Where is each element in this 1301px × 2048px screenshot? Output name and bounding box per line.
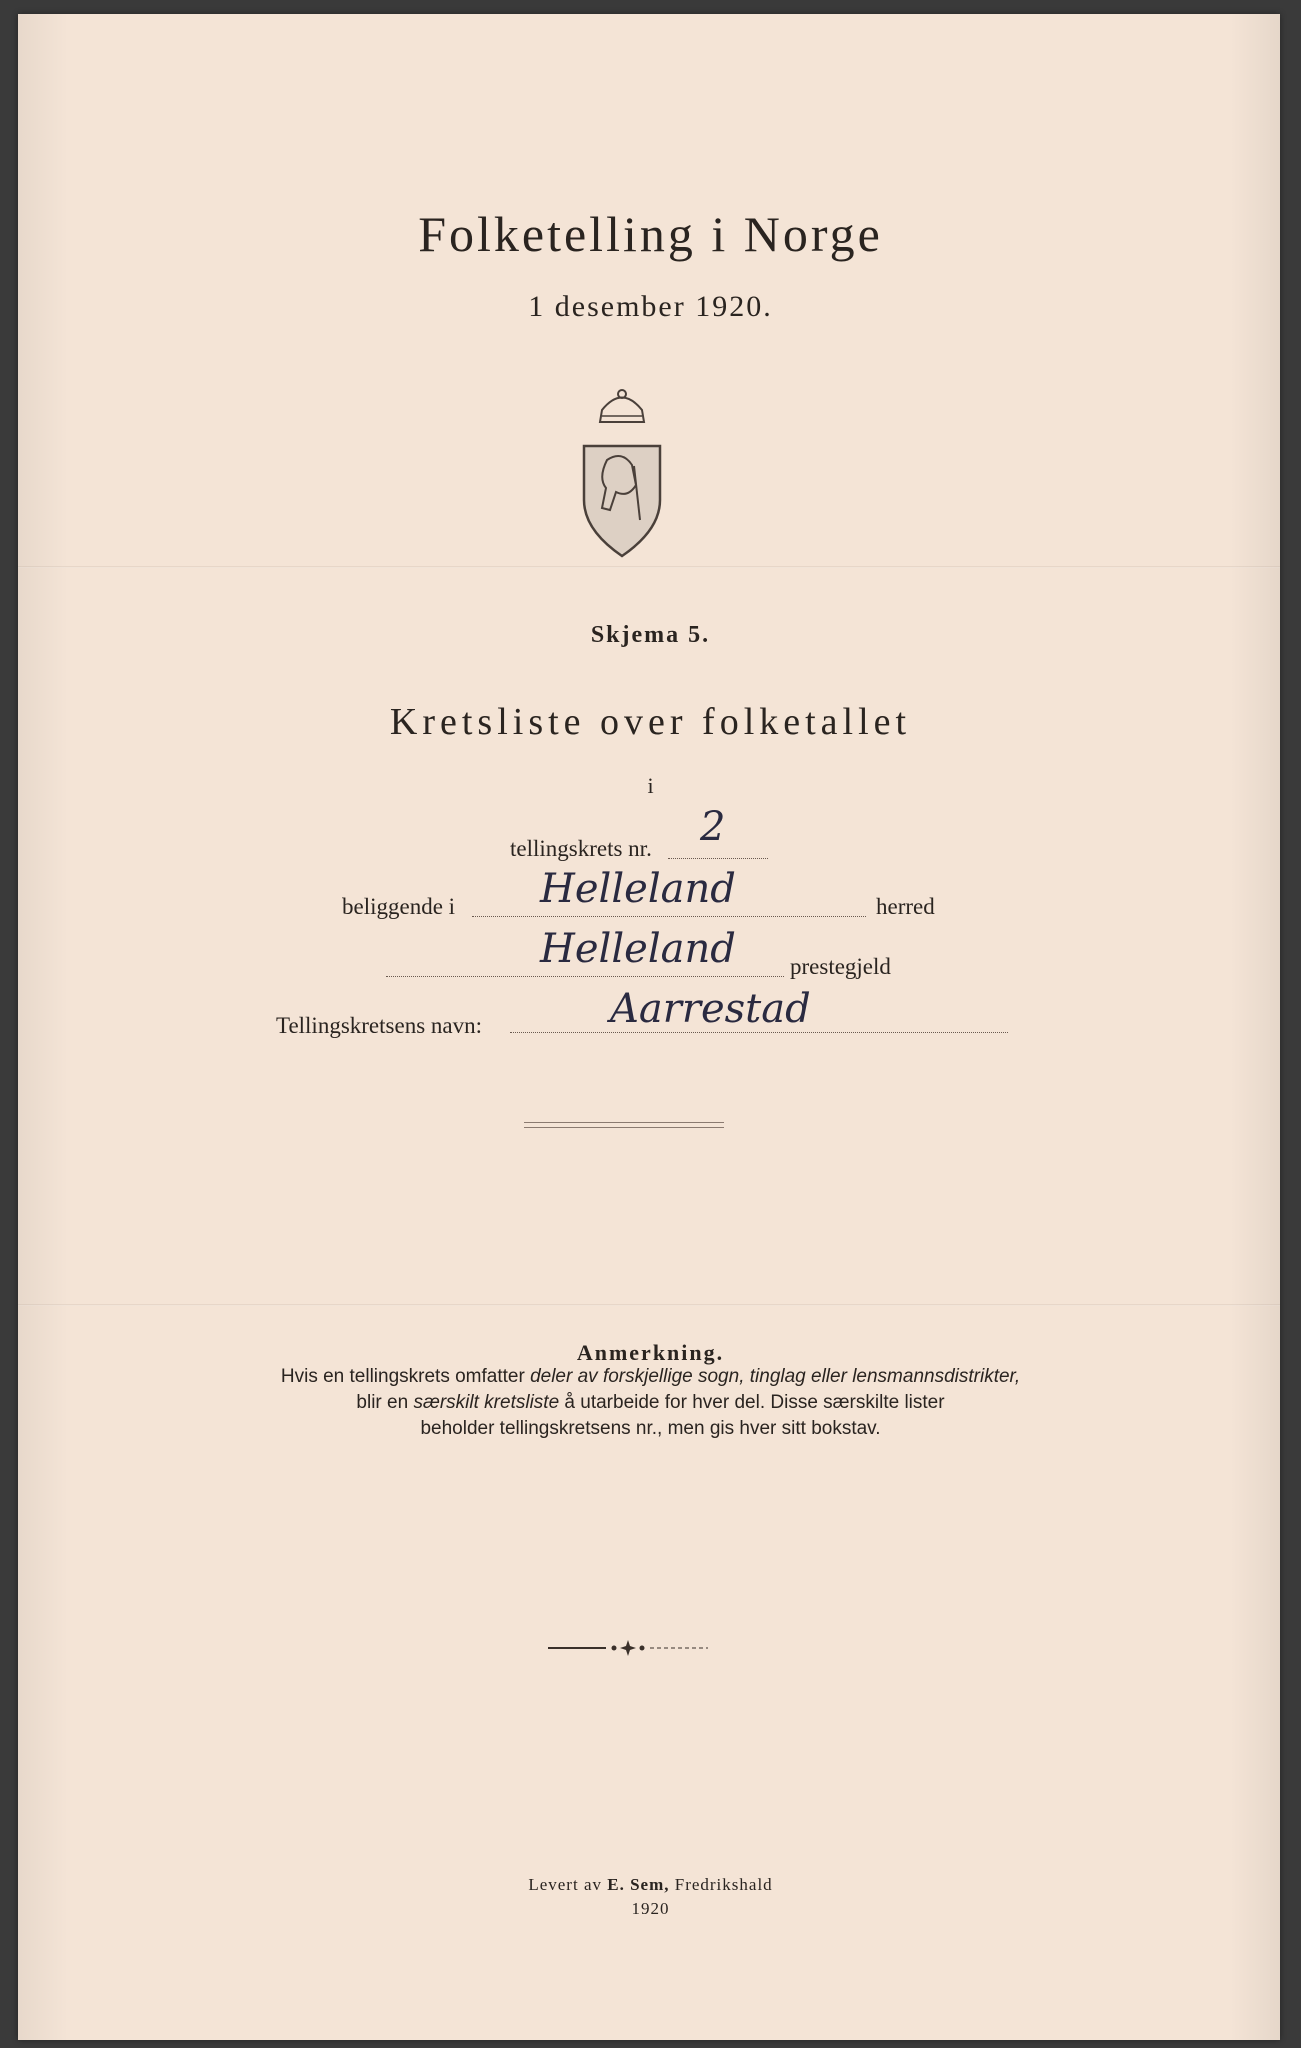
paper-fold xyxy=(18,566,1280,568)
ornamental-divider-icon xyxy=(548,1638,708,1658)
navn-label: Tellingskretsens navn: xyxy=(276,1013,482,1038)
section-divider xyxy=(524,1122,724,1128)
schema-number: Skjema 5. xyxy=(590,622,711,648)
dotted-line xyxy=(472,916,866,917)
dotted-line xyxy=(510,1032,1008,1033)
page-title: Folketelling i Norge xyxy=(418,206,883,262)
note-line-2: blir en særskilt kretsliste å utarbeide for hver del. Disse særskilte lister xyxy=(356,1392,945,1413)
paper-fold xyxy=(18,1304,1280,1306)
note-line-1: Hvis en tellingskrets omfatter deler av forskjellige sogn, tinglag eller lensmannsdistrikter, xyxy=(280,1366,1021,1387)
herred-label: herred xyxy=(876,894,935,919)
tellingskrets-value: 2 xyxy=(700,804,726,850)
printer-credit: Levert av E. Sem, Fredrikshald xyxy=(528,1875,773,1894)
navn-value: Aarrestad xyxy=(610,986,811,1032)
dotted-line xyxy=(386,976,784,977)
form-heading: Kretsliste over folketallet xyxy=(389,701,912,743)
census-date: 1 desember 1920. xyxy=(528,290,773,323)
tellingskrets-label: tellingskrets nr. xyxy=(510,836,652,861)
note-line-3: beholder tellingskretsens nr., men gis hver sitt bokstav. xyxy=(420,1418,881,1439)
dotted-line xyxy=(668,858,768,859)
norwegian-lion-coat-of-arms-icon xyxy=(572,380,672,560)
prestegjeld-label: prestegjeld xyxy=(790,954,891,979)
connector-word: i xyxy=(647,773,654,798)
printer-year: 1920 xyxy=(631,1899,670,1918)
beliggende-label: beliggende i xyxy=(342,894,456,919)
prestegjeld-value: Helleland xyxy=(540,926,736,972)
herred-value: Helleland xyxy=(540,866,736,912)
note-title: Anmerkning. xyxy=(576,1340,725,1365)
